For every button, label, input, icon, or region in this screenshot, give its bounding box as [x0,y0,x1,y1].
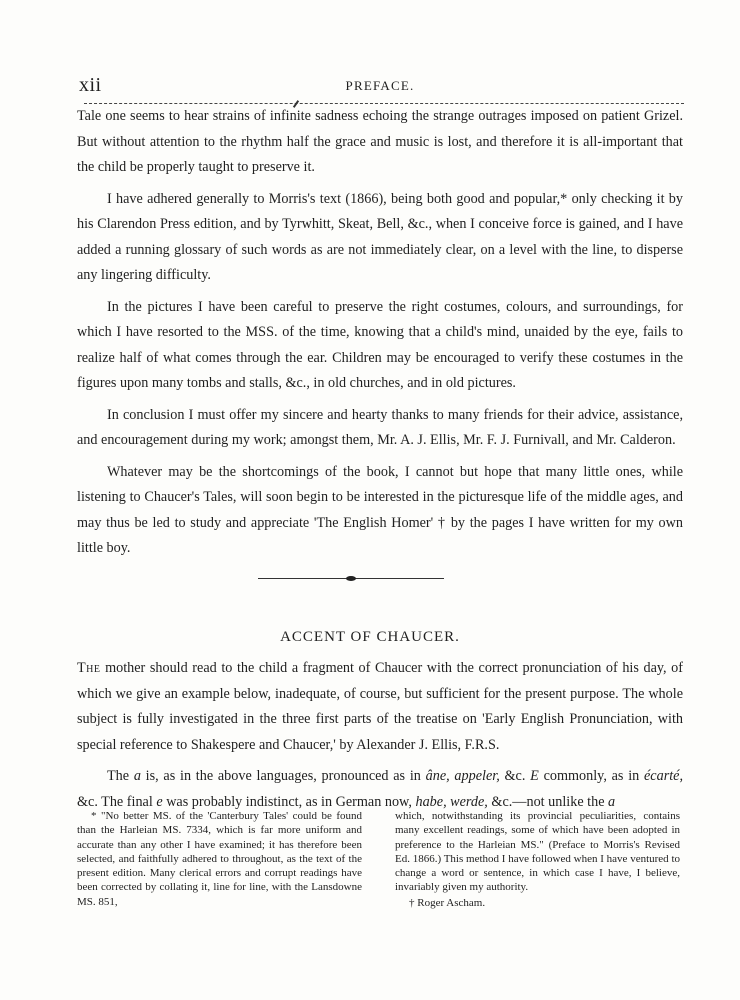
section-divider-ornament [258,576,444,582]
text-run: is, as in the above languages, pronounced as in [140,768,426,784]
running-head: PREFACE. [345,78,415,93]
accent-body [77,656,683,821]
paragraph-vowels [77,764,683,815]
paragraph-accent-intro [77,656,683,758]
page-number: xii [79,74,102,96]
text-run: The [107,768,134,784]
preface-body [77,104,683,568]
accent-intro-text: mother should read to the child a fragment of Chaucer with the correct pronunciation of his day, of which we give an example below, inadequate, of course, but sufficient for the present purpose. The whole subject is fully investigated in the three first parts of the treatise on 'Early English Pronunciation, with special reference to Shakespere and Chaucer,' by Alexander J. Ellis, F.R.S. [77,660,683,753]
footnote-asterisk: * "No better MS. of the 'Canterbury Tales' could be found than the Harleian MS. 7334, which is far more uniform and accurate than any other I have examined; it has therefore been selected, and faithfully adhered to throughout, as the text of the present edition. Many clerical errors and corrupt readings have been corrected by collating it, line for line, with the Lansdowne MS. 851, [77,810,362,908]
italic-letter-a-end: a [608,793,616,810]
text-run: commonly, as in [538,768,644,784]
page-header [77,74,683,98]
italic-letter-e-upper: E [530,768,539,784]
italic-example-1: âne, appeler, [425,768,500,784]
text-run: &c. [499,768,531,784]
italic-letter-e: e [156,793,163,810]
italic-example-3: habe, werde, [415,793,488,810]
italic-example-2: écarté, [644,768,683,784]
footnote-asterisk-continued: which, notwithstanding its provincial peculiarities, contains many excellent readings, some of which have been adopted in preference to the Harleian MS." (Preface to Morris's Revised Ed. 1866.) This method I have followed when I have ventured to change a word or sentence, in which case I have, I believe, invariably given my authority. [395,810,680,894]
text-run: was probably indistinct, as in German now, [162,793,416,810]
divider-dot [346,576,356,581]
section-title: ACCENT OF CHAUCER. [280,629,460,645]
paragraph-conclusion: Whatever may be the shortcomings of the book, I cannot but hope that many little ones, while listening to Chaucer's Tales, will soon begin to be interested in the picturesque life of the middle ages, and may thus be led to study and appreciate 'The English Homer' † by the pages I have written for my own little boy. [77,463,683,556]
text-run: &c. The final [77,793,157,810]
footnote-dagger: † Roger Ascham. [409,896,486,909]
text-run: &c.—not unlike the [487,793,609,810]
paragraph-continued: Tale one seems to hear strains of infinite sadness echoing the strange outrages imposed on patient Grizel. But without attention to the rhythm half the grace and music is lost, and therefore it is all-important that the child be properly taught to preserve it. [77,108,683,175]
paragraph-thanks: In conclusion I must offer my sincere and hearty thanks to many friends for their advice, assistance, and encouragement during my work; amongst them, Mr. A. J. Ellis, Mr. F. J. Furnivall, and Mr. Calderon. [77,406,683,448]
footnote-column-right [395,809,680,910]
italic-letter-a: a [133,768,141,784]
paragraph-text-source: I have adhered generally to Morris's text (1866), being both good and popular,* only checking it by his Clarendon Press edition, and by Tyrwhitt, Skeat, Bell, &c., when I conceive force is gained, and I have added a running glossary of such words as are not immediately clear, on a level with the line, to disperse any lingering difficulty. [77,190,683,283]
lead-word: The [77,660,101,676]
paragraph-pictures: In the pictures I have been careful to preserve the right costumes, colours, and surroundings, for which I have resorted to the MSS. of the time, knowing that a child's mind, unaided by the eye, fails to realize half of what comes through the ear. Children may be encouraged to verify these costumes in the figures upon many tombs and stalls, &c., in old churches, and in old pictures. [77,298,683,391]
footnote-column-left [77,809,362,909]
